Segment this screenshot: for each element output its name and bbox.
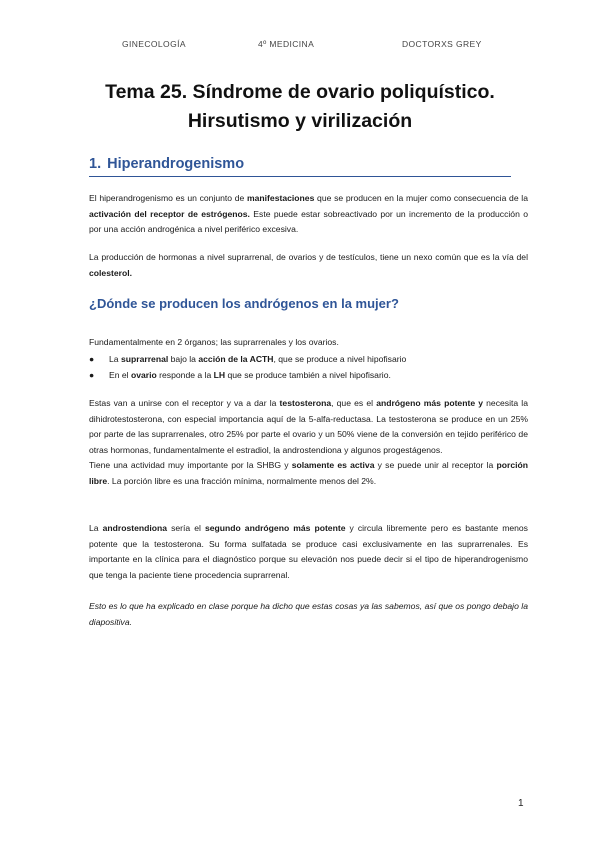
bold-run: ovario	[130, 370, 157, 380]
bold-run: suprarrenal	[120, 354, 169, 364]
page-number: 1	[518, 798, 524, 809]
paragraph-intro-organos: Fundamentalmente en 2 órganos; las suprarrenales y los ovarios.	[89, 337, 339, 347]
bold-run: manifestaciones	[247, 193, 315, 203]
text-run: Tiene una actividad muy importante por la SHBG y	[89, 460, 292, 470]
title-line-2: Hirsutismo y virilización	[187, 110, 413, 132]
text-run: y circula libremente pero es bastante menos potente que la testosterona. Su forma sulfatada se produce casi exclusivamente en las suprarrenales. Es importante en la clínica para el diagnóstico porque su elevación nos puede decir si el tipo de hiperandrogenismo que tenga la paciente tiene procedencia suprarrenal.	[89, 523, 528, 580]
bullet-icon: ●	[89, 354, 95, 364]
paragraph-testosterona	[89, 396, 528, 489]
bold-run: porción libre	[89, 460, 528, 486]
bold-run: testosterona	[279, 398, 332, 408]
text-run: El hiperandrogenismo es un conjunto de	[89, 193, 247, 203]
text-run: bajo la	[168, 354, 199, 364]
text-run: En el	[109, 370, 131, 380]
list-item	[89, 351, 528, 367]
text-run: y se puede unir al receptor la	[374, 460, 497, 470]
text-run: , que es el	[331, 398, 377, 408]
bullet-list	[89, 351, 528, 383]
text-run: responde a la	[156, 370, 214, 380]
section-title: Hiperandrogenismo	[107, 156, 245, 172]
section-heading-hiperandrogenismo	[89, 156, 511, 177]
bold-run: androstendiona	[102, 523, 168, 533]
bullet-icon: ●	[89, 370, 95, 380]
text-run: Estas van a unirse con el receptor y va a dar la	[89, 398, 280, 408]
page-title	[0, 78, 600, 136]
text-run: . La porción libre es una fracción mínima, normalmente menos del 2%.	[107, 475, 377, 486]
bold-run: LH	[213, 370, 226, 380]
bold-run: solamente es activa	[291, 460, 375, 470]
paragraph-shbg	[89, 458, 528, 489]
text-run: La	[89, 523, 103, 533]
bold-run: andrógeno más potente y	[376, 398, 484, 408]
bold-run: acción de la ACTH	[198, 354, 274, 364]
bold-run: activación del receptor de estrógenos.	[89, 208, 250, 219]
text-run: que se produce también a nivel hipofisario.	[225, 370, 391, 380]
text-run: , que se produce a nivel hipofisario	[273, 354, 407, 364]
header-author: DOCTORXS GREY	[402, 39, 482, 49]
header-course: 4º MEDICINA	[258, 39, 315, 49]
text-run: necesita la dihidrotestosterona, con especial importancia aquí de la 5-alfa-reductasa. La testosterona se produce en un 25% por parte de las suprarrenales, otro 25% por parte el ovario y un 50% viene de la conversión en tejido periférico de otras hormonas, fundamentalmente el estradiol, la androstendiona y algunos progestágenos.	[89, 398, 528, 455]
header-subject: GINECOLOGÍA	[122, 39, 186, 49]
paragraph-italic-note: Esto es lo que ha explicado en clase porque ha dicho que estas cosas ya las sabemos, así que os pongo debajo la diapositiva.	[89, 601, 528, 627]
bold-run: colesterol.	[89, 267, 132, 278]
section-number: 1.	[89, 156, 102, 172]
paragraph-androstendiona	[89, 521, 528, 583]
paragraph-testosterona-main	[89, 396, 528, 458]
list-item	[89, 367, 528, 383]
text-run: La producción de hormonas a nivel suprarrenal, de ovarios y de testículos, tiene un nexo común que es la vía del	[89, 252, 528, 262]
text-run: sería el	[167, 523, 205, 533]
text-run: Este puede estar sobreactivado por un incremento de la producción o por una acción androgénica a nivel periférico excesiva.	[89, 208, 528, 234]
subheading-androgenos: ¿Dónde se producen los andrógenos en la mujer?	[89, 296, 399, 311]
paragraph-colesterol	[89, 250, 528, 281]
bold-run: segundo andrógeno más potente	[204, 523, 346, 533]
text-run: La	[109, 354, 121, 364]
paragraph-definition	[89, 191, 528, 238]
text-run: que se producen en la mujer como consecuencia de la	[314, 193, 528, 203]
title-line-1: Tema 25. Síndrome de ovario poliquístico.	[105, 81, 495, 103]
